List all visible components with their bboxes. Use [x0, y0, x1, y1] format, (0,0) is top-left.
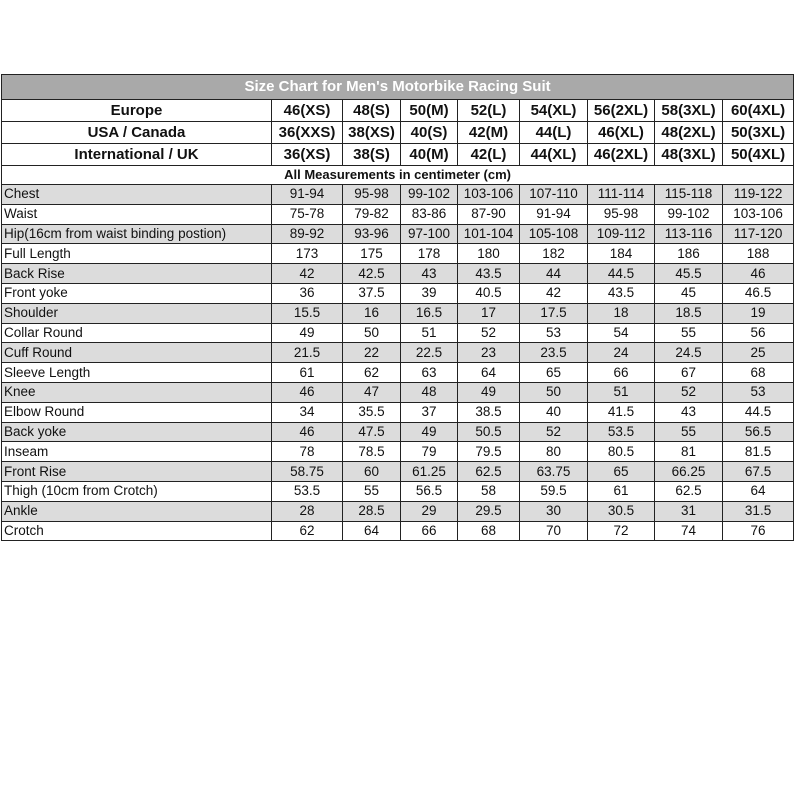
measurement-value: 63.75	[520, 462, 588, 482]
measurement-value: 24	[588, 343, 655, 363]
size-cell: 48(3XL)	[655, 144, 723, 166]
measurement-value: 50	[520, 382, 588, 402]
measurement-value: 186	[655, 244, 723, 264]
measurement-label: Back Rise	[2, 264, 272, 284]
measurement-value: 53	[723, 382, 794, 402]
measurement-value: 42	[520, 283, 588, 303]
measurement-row	[2, 382, 794, 402]
measurement-row	[2, 422, 794, 442]
measurement-value: 50	[343, 323, 401, 343]
measurement-value: 40	[520, 402, 588, 422]
size-system-label: International / UK	[2, 144, 272, 166]
size-cell: 44(XL)	[520, 144, 588, 166]
measurement-value: 48	[401, 382, 458, 402]
measurement-label: Front Rise	[2, 462, 272, 482]
measurement-value: 62	[272, 521, 343, 541]
measurement-label: Full Length	[2, 244, 272, 264]
measurement-value: 37.5	[343, 283, 401, 303]
measurement-value: 49	[401, 422, 458, 442]
measurement-value: 99-102	[401, 185, 458, 205]
measurement-value: 55	[343, 481, 401, 501]
measurement-value: 29	[401, 501, 458, 521]
measurement-value: 184	[588, 244, 655, 264]
measurement-value: 66	[588, 363, 655, 383]
measurement-value: 68	[458, 521, 520, 541]
measurement-value: 62	[343, 363, 401, 383]
measurement-value: 44.5	[588, 264, 655, 284]
measurement-value: 18.5	[655, 303, 723, 323]
measurement-value: 36	[272, 283, 343, 303]
measurement-value: 61.25	[401, 462, 458, 482]
measurement-row	[2, 343, 794, 363]
measurement-value: 62.5	[655, 481, 723, 501]
measurement-value: 24.5	[655, 343, 723, 363]
size-chart-table	[1, 74, 794, 541]
measurement-row	[2, 185, 794, 205]
measurement-value: 78	[272, 442, 343, 462]
measurement-value: 22	[343, 343, 401, 363]
measurement-row	[2, 264, 794, 284]
measurement-value: 49	[458, 382, 520, 402]
measurement-value: 53	[520, 323, 588, 343]
size-system-row	[2, 144, 794, 166]
measurement-value: 19	[723, 303, 794, 323]
measurement-value: 56	[723, 323, 794, 343]
measurement-value: 78.5	[343, 442, 401, 462]
size-system-row	[2, 122, 794, 144]
measurement-value: 16	[343, 303, 401, 323]
measurement-value: 61	[588, 481, 655, 501]
size-cell: 44(L)	[520, 122, 588, 144]
size-system-label: USA / Canada	[2, 122, 272, 144]
measurement-row	[2, 244, 794, 264]
measurement-value: 44	[520, 264, 588, 284]
measurement-value: 70	[520, 521, 588, 541]
measurement-value: 75-78	[272, 204, 343, 224]
measurement-row	[2, 501, 794, 521]
measurement-value: 46	[272, 422, 343, 442]
measurement-value: 59.5	[520, 481, 588, 501]
size-cell: 46(XS)	[272, 100, 343, 122]
measurement-value: 58	[458, 481, 520, 501]
size-cell: 52(L)	[458, 100, 520, 122]
measurement-value: 178	[401, 244, 458, 264]
size-cell: 50(M)	[401, 100, 458, 122]
measurement-value: 97-100	[401, 224, 458, 244]
measurement-value: 53.5	[588, 422, 655, 442]
size-cell: 40(S)	[401, 122, 458, 144]
measurement-value: 80.5	[588, 442, 655, 462]
measurement-row	[2, 303, 794, 323]
measurement-value: 74	[655, 521, 723, 541]
size-cell: 42(L)	[458, 144, 520, 166]
measurement-value: 28.5	[343, 501, 401, 521]
size-cell: 36(XXS)	[272, 122, 343, 144]
chart-title: Size Chart for Men's Motorbike Racing Suit	[2, 75, 794, 100]
unit-note-row	[2, 166, 794, 185]
measurement-value: 35.5	[343, 402, 401, 422]
measurement-label: Front yoke	[2, 283, 272, 303]
measurement-value: 180	[458, 244, 520, 264]
measurement-value: 65	[520, 363, 588, 383]
measurement-value: 45.5	[655, 264, 723, 284]
measurement-value: 22.5	[401, 343, 458, 363]
measurement-value: 38.5	[458, 402, 520, 422]
measurement-label: Thigh (10cm from Crotch)	[2, 481, 272, 501]
size-cell: 50(4XL)	[723, 144, 794, 166]
measurement-value: 25	[723, 343, 794, 363]
measurement-row	[2, 323, 794, 343]
measurement-value: 79-82	[343, 204, 401, 224]
measurement-value: 40.5	[458, 283, 520, 303]
measurement-value: 58.75	[272, 462, 343, 482]
measurement-label: Knee	[2, 382, 272, 402]
measurement-value: 53.5	[272, 481, 343, 501]
measurement-value: 113-116	[655, 224, 723, 244]
measurement-value: 30	[520, 501, 588, 521]
size-chart-body	[2, 75, 794, 541]
size-cell: 38(XS)	[343, 122, 401, 144]
size-cell: 46(2XL)	[588, 144, 655, 166]
measurement-value: 42	[272, 264, 343, 284]
measurement-value: 23	[458, 343, 520, 363]
size-cell: 36(XS)	[272, 144, 343, 166]
measurement-value: 67.5	[723, 462, 794, 482]
measurement-value: 80	[520, 442, 588, 462]
size-cell: 38(S)	[343, 144, 401, 166]
measurement-value: 68	[723, 363, 794, 383]
measurement-label: Crotch	[2, 521, 272, 541]
measurement-value: 49	[272, 323, 343, 343]
measurement-value: 64	[458, 363, 520, 383]
measurement-value: 54	[588, 323, 655, 343]
size-system-label: Europe	[2, 100, 272, 122]
measurement-value: 99-102	[655, 204, 723, 224]
measurement-value: 173	[272, 244, 343, 264]
size-cell: 56(2XL)	[588, 100, 655, 122]
measurement-value: 95-98	[588, 204, 655, 224]
measurement-value: 188	[723, 244, 794, 264]
size-cell: 54(XL)	[520, 100, 588, 122]
measurement-value: 31.5	[723, 501, 794, 521]
measurement-value: 67	[655, 363, 723, 383]
measurement-value: 62.5	[458, 462, 520, 482]
measurement-value: 52	[458, 323, 520, 343]
measurement-value: 63	[401, 363, 458, 383]
measurement-value: 17.5	[520, 303, 588, 323]
measurement-value: 175	[343, 244, 401, 264]
measurement-value: 61	[272, 363, 343, 383]
measurement-value: 79	[401, 442, 458, 462]
measurement-label: Waist	[2, 204, 272, 224]
measurement-value: 72	[588, 521, 655, 541]
measurement-value: 43	[655, 402, 723, 422]
measurement-row	[2, 402, 794, 422]
title-row	[2, 75, 794, 100]
measurement-label: Collar Round	[2, 323, 272, 343]
measurement-value: 52	[655, 382, 723, 402]
measurement-value: 56.5	[401, 481, 458, 501]
measurement-value: 55	[655, 422, 723, 442]
measurement-value: 66	[401, 521, 458, 541]
measurement-row	[2, 442, 794, 462]
measurement-value: 117-120	[723, 224, 794, 244]
measurement-value: 43	[401, 264, 458, 284]
size-cell: 58(3XL)	[655, 100, 723, 122]
measurement-value: 87-90	[458, 204, 520, 224]
size-cell: 50(3XL)	[723, 122, 794, 144]
measurement-value: 89-92	[272, 224, 343, 244]
measurement-value: 52	[520, 422, 588, 442]
measurement-value: 107-110	[520, 185, 588, 205]
measurement-row	[2, 363, 794, 383]
measurement-label: Shoulder	[2, 303, 272, 323]
measurement-label: Ankle	[2, 501, 272, 521]
measurement-value: 18	[588, 303, 655, 323]
measurement-value: 51	[588, 382, 655, 402]
measurement-value: 16.5	[401, 303, 458, 323]
measurement-value: 103-106	[458, 185, 520, 205]
measurement-value: 44.5	[723, 402, 794, 422]
size-cell: 42(M)	[458, 122, 520, 144]
measurement-value: 182	[520, 244, 588, 264]
measurement-row	[2, 521, 794, 541]
measurement-value: 28	[272, 501, 343, 521]
measurement-value: 66.25	[655, 462, 723, 482]
measurement-value: 93-96	[343, 224, 401, 244]
measurement-value: 21.5	[272, 343, 343, 363]
size-cell: 46(XL)	[588, 122, 655, 144]
measurement-value: 60	[343, 462, 401, 482]
measurement-value: 47	[343, 382, 401, 402]
measurement-value: 37	[401, 402, 458, 422]
measurement-value: 109-112	[588, 224, 655, 244]
measurement-row	[2, 204, 794, 224]
measurement-value: 43.5	[588, 283, 655, 303]
measurement-label: Sleeve Length	[2, 363, 272, 383]
measurement-value: 45	[655, 283, 723, 303]
measurement-value: 34	[272, 402, 343, 422]
measurement-value: 46.5	[723, 283, 794, 303]
measurement-value: 76	[723, 521, 794, 541]
size-cell: 40(M)	[401, 144, 458, 166]
size-cell: 60(4XL)	[723, 100, 794, 122]
measurement-value: 47.5	[343, 422, 401, 442]
measurement-value: 39	[401, 283, 458, 303]
size-cell: 48(S)	[343, 100, 401, 122]
measurement-value: 65	[588, 462, 655, 482]
size-system-row	[2, 100, 794, 122]
measurement-row	[2, 462, 794, 482]
measurement-value: 83-86	[401, 204, 458, 224]
measurement-row	[2, 224, 794, 244]
measurement-value: 46	[723, 264, 794, 284]
measurement-value: 103-106	[723, 204, 794, 224]
measurement-row	[2, 481, 794, 501]
measurement-value: 29.5	[458, 501, 520, 521]
measurement-value: 56.5	[723, 422, 794, 442]
measurement-value: 95-98	[343, 185, 401, 205]
measurement-value: 119-122	[723, 185, 794, 205]
unit-note: All Measurements in centimeter (cm)	[2, 166, 794, 185]
measurement-label: Elbow Round	[2, 402, 272, 422]
measurement-label: Hip(16cm from waist binding postion)	[2, 224, 272, 244]
measurement-label: Cuff Round	[2, 343, 272, 363]
measurement-value: 51	[401, 323, 458, 343]
measurement-value: 91-94	[520, 204, 588, 224]
measurement-value: 105-108	[520, 224, 588, 244]
measurement-value: 46	[272, 382, 343, 402]
measurement-value: 42.5	[343, 264, 401, 284]
measurement-value: 115-118	[655, 185, 723, 205]
measurement-value: 81.5	[723, 442, 794, 462]
measurement-value: 43.5	[458, 264, 520, 284]
measurement-value: 50.5	[458, 422, 520, 442]
measurement-value: 64	[343, 521, 401, 541]
measurement-value: 15.5	[272, 303, 343, 323]
measurement-value: 41.5	[588, 402, 655, 422]
size-cell: 48(2XL)	[655, 122, 723, 144]
measurement-value: 31	[655, 501, 723, 521]
measurement-value: 111-114	[588, 185, 655, 205]
measurement-value: 55	[655, 323, 723, 343]
measurement-value: 23.5	[520, 343, 588, 363]
measurement-value: 81	[655, 442, 723, 462]
measurement-value: 79.5	[458, 442, 520, 462]
measurement-value: 64	[723, 481, 794, 501]
measurement-value: 17	[458, 303, 520, 323]
measurement-label: Back yoke	[2, 422, 272, 442]
measurement-value: 101-104	[458, 224, 520, 244]
measurement-label: Chest	[2, 185, 272, 205]
measurement-value: 30.5	[588, 501, 655, 521]
measurement-value: 91-94	[272, 185, 343, 205]
measurement-row	[2, 283, 794, 303]
measurement-label: Inseam	[2, 442, 272, 462]
